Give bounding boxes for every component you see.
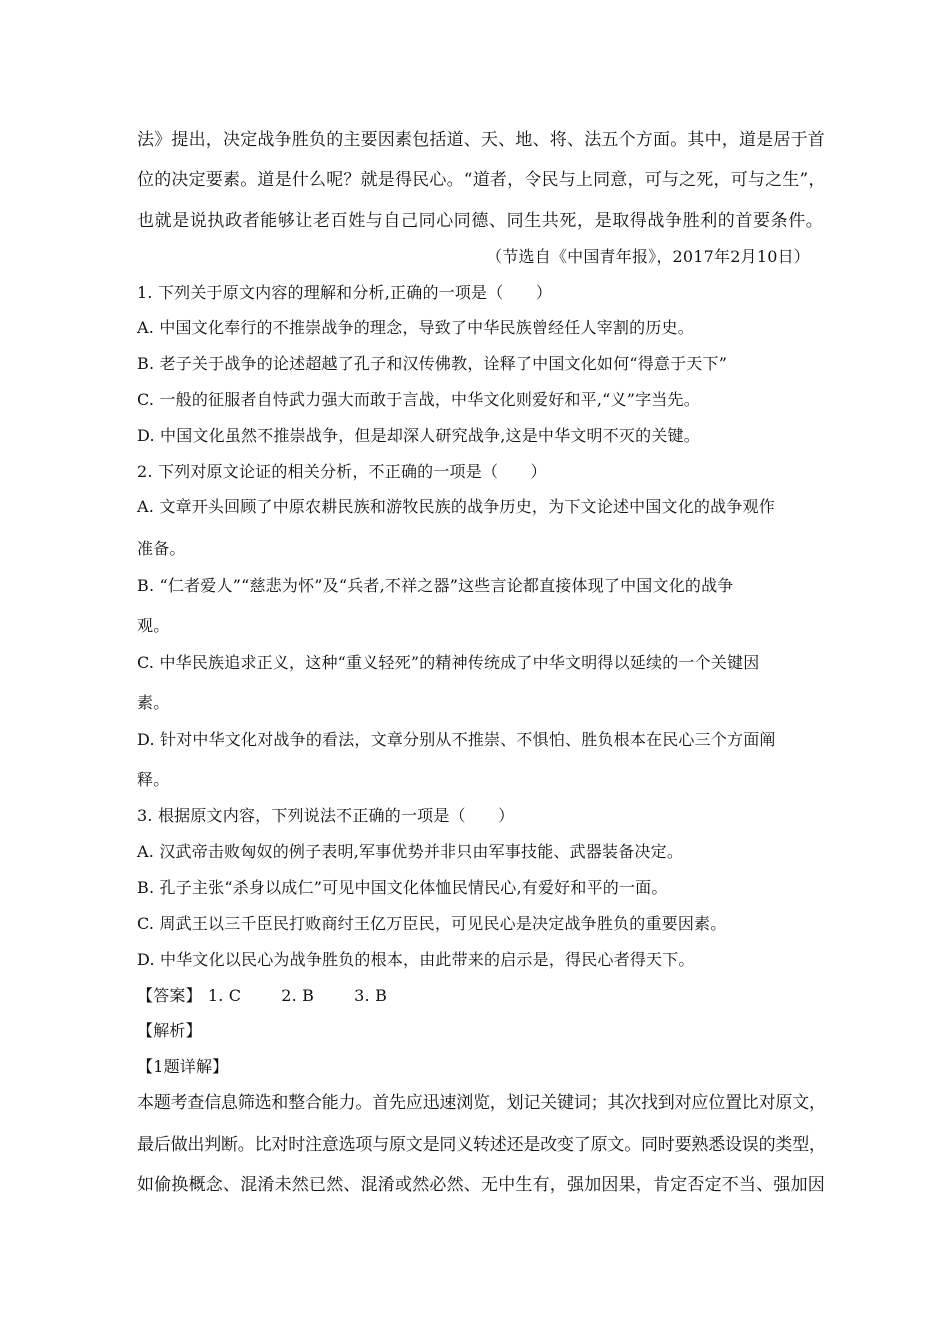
question-1-option-d: D. 中国文化虽然不推崇战争，但是却深人研究战争,这是中华文明不灭的关键。 bbox=[137, 426, 700, 445]
question-3-option-d: D. 中华文化以民心为战争胜负的根本，由此带来的启示是，得民心者得天下。 bbox=[137, 950, 695, 969]
question-2-option-c-cont: 素。 bbox=[137, 693, 170, 712]
question-2-option-a: A. 文章开头回顾了中原农耕民族和游牧民族的战争历史，为下文论述中国文化的战争观作 bbox=[137, 497, 775, 516]
detail-text-line: 如偷换概念、混淆未然已然、混淆或然必然、无中生有，强加因果，肯定否定不当、强加因 bbox=[137, 1175, 825, 1195]
question-2-option-b: B. “仁者爱人”“慈悲为怀”及“兵者,不祥之器”这些言论都直接体现了中国文化的战争 bbox=[137, 576, 734, 595]
question-1-option-b: B. 老子关于战争的论述超越了孔子和汉传佛教，诠释了中国文化如何“得意于天下” bbox=[137, 354, 728, 373]
answer-item: 3. B bbox=[354, 986, 388, 1005]
question-3-option-a: A. 汉武帝击败匈奴的例子表明,军事优势并非只由军事技能、武器装备决定。 bbox=[137, 842, 684, 861]
question-2-option-a-cont: 准备。 bbox=[137, 539, 186, 558]
answer-item: 1. C bbox=[207, 986, 242, 1005]
answer-label: 【答案】 bbox=[137, 986, 202, 1005]
source-citation: （节选自《中国青年报》，2017年2月10日） bbox=[486, 247, 810, 266]
analysis-label: 【解析】 bbox=[137, 1021, 202, 1040]
question-1-option-a: A. 中国文化奉行的不推崇战争的理念，导致了中华民族曾经任人宰割的历史。 bbox=[137, 318, 694, 337]
question-2-option-d: D. 针对中华文化对战争的看法，文章分别从不推崇、不惧怕、胜负根本在民心三个方面阐 bbox=[137, 730, 776, 749]
question-3-stem: 3. 根据原文内容，下列说法不正确的一项是（ ） bbox=[137, 806, 515, 825]
answer-row bbox=[137, 986, 827, 1006]
detail-text-line: 本题考查信息筛选和整合能力。首先应迅速浏览，划记关键词；其次找到对应位置比对原文， bbox=[137, 1093, 826, 1113]
question-2-option-c: C. 中华民族追求正义，这种“重义轻死”的精神传统成了中华文明得以延续的一个关键因 bbox=[137, 653, 760, 672]
question-2-option-d-cont: 释。 bbox=[137, 770, 170, 789]
question-1-stem: 1. 下列关于原文内容的理解和分析,正确的一项是（ ） bbox=[137, 283, 553, 302]
question-3-option-b: B. 孔子主张“杀身以成仁”可见中国文化体恤民情民心,有爱好和平的一面。 bbox=[137, 878, 668, 897]
answer-item: 2. B bbox=[281, 986, 315, 1005]
passage-line: 位的决定要素。道是什么呢？就是得民心。“道者，令民与上同意，可与之死，可与之生”， bbox=[137, 170, 826, 190]
question-3-option-c: C. 周武王以三千臣民打败商纣王亿万臣民，可见民心是决定战争胜负的重要因素。 bbox=[137, 914, 727, 933]
passage-line: 也就是说执政者能够让老百姓与自己同心同德、同生共死，是取得战争胜利的首要条件。 bbox=[137, 211, 824, 231]
question-1-option-c: C. 一般的征服者自恃武力强大而敢于言战，中华文化则爱好和平,“义”字当先。 bbox=[137, 390, 700, 409]
detail-text-line: 最后做出判断。比对时注意选项与原文是同义转述还是改变了原文。同时要熟悉设误的类型， bbox=[137, 1135, 826, 1155]
question-2-stem: 2. 下列对原文论证的相关分析，不正确的一项是（ ） bbox=[137, 462, 547, 481]
passage-line: 法》提出，决定战争胜负的主要因素包括道、天、地、将、法五个方面。其中，道是居于首 bbox=[137, 130, 825, 150]
question-2-option-b-cont: 观。 bbox=[137, 616, 170, 635]
detail-label: 【1题详解】 bbox=[137, 1057, 229, 1076]
